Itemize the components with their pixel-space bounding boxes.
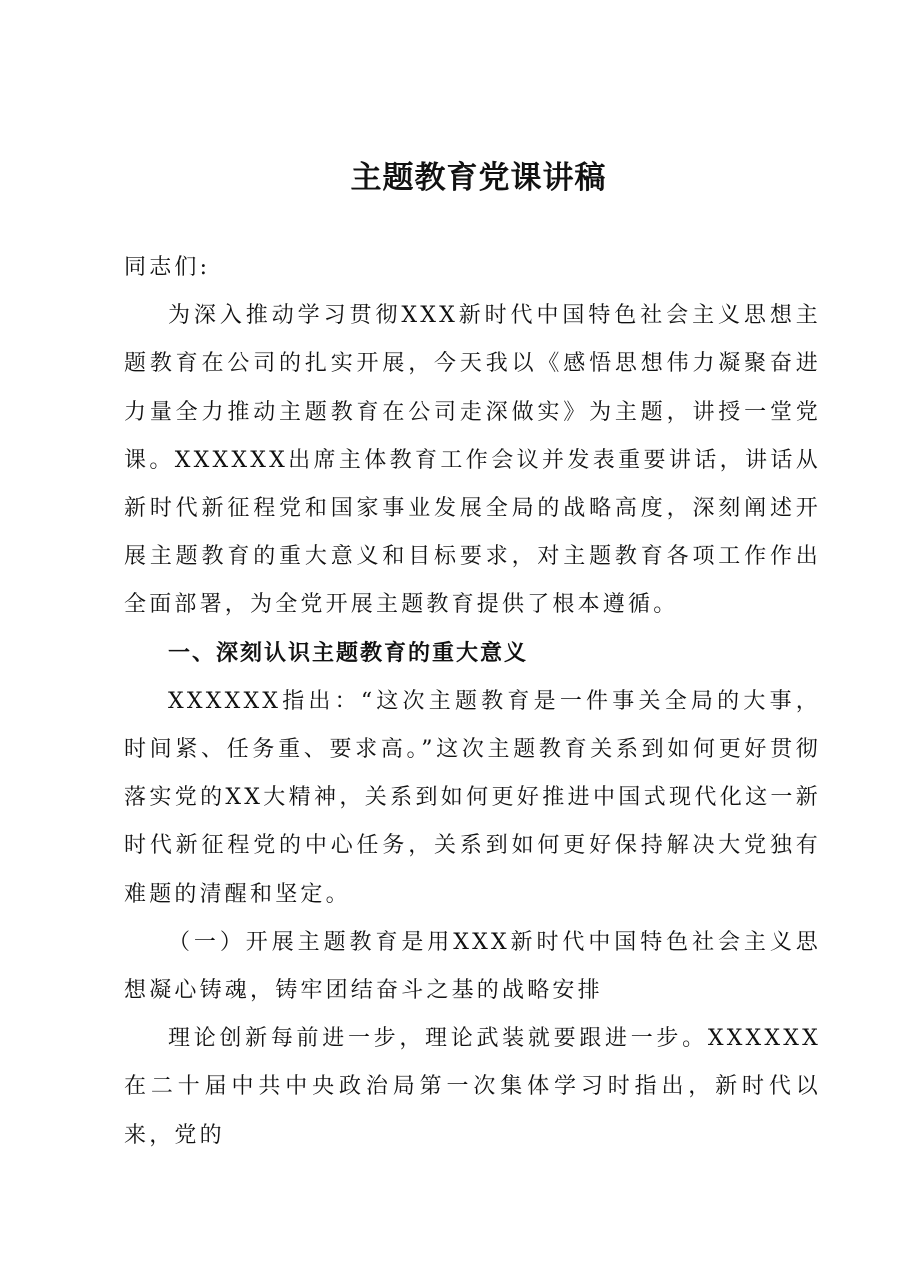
document-body — [124, 244, 821, 1160]
intro-paragraph: 为深入推动学习贯彻XXX新时代中国特色社会主义思想主题教育在公司的扎实开展，今天我以《感悟思想伟力凝聚奋进力量全力推动主题教育在公司走深做实》为主题，讲授一堂党课。XXXXXX出席主体教育工作会议并发表重要讲话，讲话从新时代新征程党和国家事业发展全局的战略高度，深刻阐述开展主题教育的重大意义和目标要求，对主题教育各项工作作出全面部署，为全党开展主题教育提供了根本遵循。 — [124, 303, 821, 618]
section-paragraph: XXXXXX指出：“这次主题教育是一件事关全局的大事，时间紧、任务重、要求高。”这次主题教育关系到如何更好贯彻落实党的XX大精神，关系到如何更好推进中国式现代化这一新时代新征程党的中心任务，关系到如何更好保持解决大党独有难题的清醒和坚定。 — [124, 688, 821, 907]
section-heading: 一、深刻认识主题教育的重大意义 — [168, 640, 529, 666]
salutation: 同志们: — [124, 255, 211, 280]
subsection-heading: （一）开展主题教育是用XXX新时代中国特色社会主义思想凝心铸魂，铸牢团结奋斗之基的战略安排 — [124, 929, 821, 1004]
subsection-paragraph: 理论创新每前进一步，理论武装就要跟进一步。XXXXXX在二十届中共中央政治局第一次集体学习时指出，新时代以来，党的 — [124, 1026, 821, 1148]
document-title: 主题教育党课讲稿 — [350, 160, 607, 196]
